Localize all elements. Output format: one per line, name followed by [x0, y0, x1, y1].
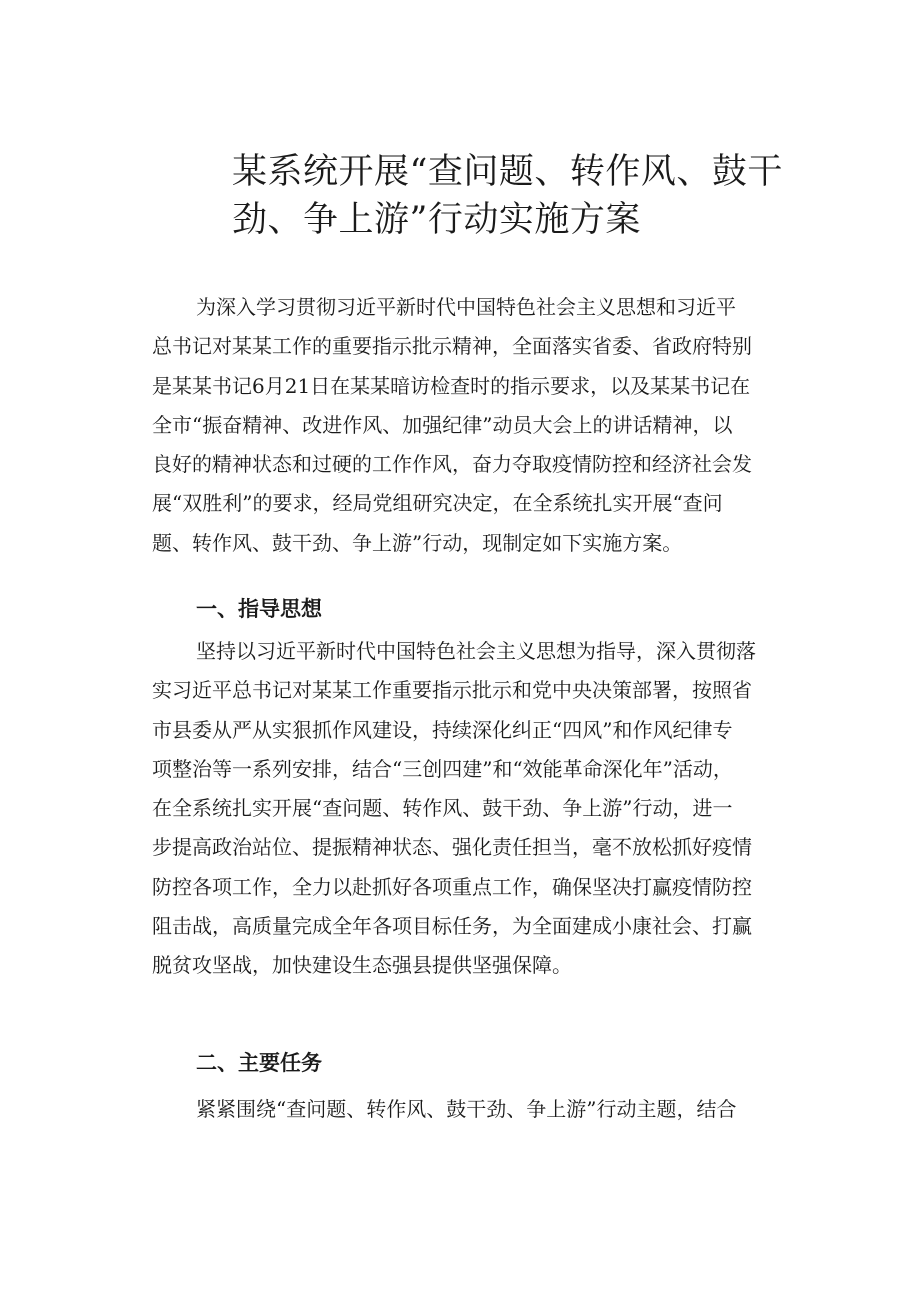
- text-line: 在全系统扎实开展“查问题、转作风、鼓干劲、争上游”行动，进一: [152, 796, 733, 821]
- text-line: 阻击战，高质量完成全年各项目标任务，为全面建成小康社会、打赢: [152, 914, 752, 939]
- text-line: 为深入学习贯彻习近平新时代中国特色社会主义思想和习近平: [196, 295, 736, 319]
- title-line: 劲、争上游”行动实施方案: [232, 200, 641, 240]
- text-line: 总书记对某某工作的重要指示批示精神，全面落实省委、省政府特别: [152, 334, 752, 359]
- text-line: 良好的精神状态和过硬的工作作风，奋力夺取疫情防控和经济社会发: [152, 452, 752, 477]
- text-line: 全市“振奋精神、改进作风、加强纪律”动员大会上的讲话精神，以: [152, 412, 733, 437]
- document-title: [232, 148, 792, 244]
- text-line: 实习近平总书记对某某工作重要指示批示和党中央决策部署，按照省: [152, 678, 752, 703]
- text-line: 市县委从严从实狠抓作风建设，持续深化纠正“四风”和作风纪律专: [152, 717, 733, 742]
- section1-paragraph: [152, 632, 812, 986]
- text-line: 项整治等一系列安排，结合“三创四建”和“效能革命深化年”活动，: [152, 756, 733, 781]
- text-line: 题、转作风、鼓干劲、争上游”行动，现制定如下实施方案。: [152, 530, 683, 555]
- text-line: 坚持以习近平新时代中国特色社会主义思想为指导，深入贯彻落: [196, 639, 756, 663]
- title-line: 某系统开展“查问题、转作风、鼓干: [232, 152, 783, 192]
- section-heading-guiding-thought: 一、指导思想: [196, 597, 322, 621]
- text-line: 是某某书记6月21日在某某暗访检查时的指示要求，以及某某书记在: [152, 373, 751, 398]
- text-line: 展“双胜利”的要求，经局党组研究决定，在全系统扎实开展“查问: [152, 491, 723, 516]
- section-heading-main-tasks: 二、主要任务: [196, 1051, 322, 1075]
- text-line: 脱贫攻坚战，加快建设生态强县提供坚强保障。: [152, 953, 572, 978]
- section2-paragraph: [152, 1090, 812, 1129]
- text-line: 步提高政治站位、提振精神状态、强化责任担当，毫不放松抓好疫情: [152, 835, 752, 860]
- text-line: 紧紧围绕“查问题、转作风、鼓干劲、争上游”行动主题，结合: [196, 1097, 737, 1121]
- intro-paragraph: [152, 288, 812, 563]
- text-line: 防控各项工作，全力以赴抓好各项重点工作，确保坚决打赢疫情防控: [152, 874, 752, 899]
